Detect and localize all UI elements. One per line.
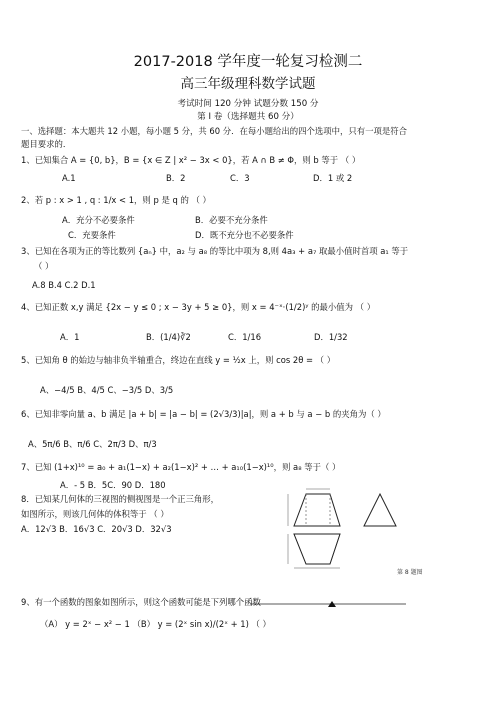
question-3-stem: 3、已知在各项为正的等比数列 {aₙ} 中，a₂ 与 a₈ 的等比中项为 8,则 4a₃ + a₇ 取最小值时首项 a₁ 等于 (21, 246, 409, 256)
question-7-stem: 7、已知 (1+x)¹⁰ = a₀ + a₁(1−x) + a₂(1−x)² + … + a₁₀(1−x)¹⁰，则 a₈ 等于（ ） (21, 462, 341, 472)
side-view-triangle (364, 494, 396, 526)
top-view-edge (294, 534, 306, 564)
question-8-stem-line-1: 8．已知某几何体的三视图的侧视图是一个正三角形， (21, 494, 219, 504)
question-8-stem-line-2: 如图所示，则该几何体的体积等于 （ ） (21, 509, 169, 519)
instructions-line-1: 一、选择题：本大题共 12 小题，每小题 5 分，共 60 分．在每小题给出的四个选项中，只有一项是符合 (21, 126, 407, 136)
question-2-stem: 2、若 p : x > 1 , q : 1/x < 1，则 p 是 q 的 （ ） (21, 195, 211, 205)
question-5-stem: 5、已知角 θ 的始边与轴非负半轴重合，终边在直线 y = ½x 上，则 cos 2θ = （ ） (21, 355, 336, 365)
top-view-edge (330, 534, 340, 564)
q2-option-b: B．必要不充分条件 (195, 215, 268, 225)
exam-title: 2017-2018 学年度一轮复习检测二 (133, 54, 363, 70)
front-view-trapezoid (294, 494, 340, 526)
q6-options: A、5π/6 B、π/6 C、2π/3 D、π/3 (28, 439, 157, 449)
q1-option-d: D．1 或 2 (313, 173, 353, 183)
q3-paren: （ ） (34, 261, 54, 271)
q2-option-c: C．充要条件 (68, 230, 116, 240)
q3-options: A.8 B.4 C.2 D.1 (32, 280, 96, 290)
q4-option-a: A．1 (60, 332, 80, 342)
q1-option-b: B．2 (166, 173, 186, 183)
q4-option-d: D．1/32 (314, 332, 348, 342)
q8-figure-caption: 第 8 题图 (397, 569, 423, 576)
q8-options: A．12√3 B．16√3 C．20√3 D．32√3 (21, 524, 172, 534)
q2-option-d: D．既不充分也不必要条件 (195, 230, 294, 240)
question-9-stem: 9、有一个函数的图象如图所示，则这个函数可能是下列哪个函数 (21, 597, 261, 607)
q1-option-c: C．3 (230, 173, 250, 183)
exam-info: 考试时间 120 分钟 试题分数 150 分 (177, 99, 319, 109)
q8-three-view-figure (284, 478, 424, 574)
instructions-line-2: 题目要求的． (21, 139, 72, 149)
q9-options: （A） y = 2ˣ − x² − 1 （B） y = (2ˣ sin x)/(2ˣ + 1) （ ） (40, 619, 271, 629)
exam-subtitle: 高三年级理科数学试题 (180, 76, 316, 92)
q7-options: A．- 5 B．5C．90 D．180 (60, 480, 166, 490)
q9-axis-line (250, 600, 406, 608)
section-heading: 第 Ⅰ 卷（选择题共 60 分） (197, 112, 299, 122)
q4-option-c: C．1/16 (228, 332, 262, 342)
question-1-stem: 1、已知集合 A = {0, b}，B = {x ∈ Z | x² − 3x < 0}，若 A ∩ B ≠ Φ，则 b 等于 （ ） (21, 155, 361, 165)
question-6-stem: 6、已知非零向量 a、b 满足 |a + b| = |a − b| = (2√3/3)|a|，则 a + b 与 a − b 的夹角为（ ） (21, 409, 386, 419)
q2-option-a: A．充分不必要条件 (62, 215, 135, 225)
question-4-stem: 4、已知正数 x,y 满足 {2x − y ≤ 0 ; x − 3y + 5 ≥ 0}，则 x = 4⁻ˣ·(1/2)ʸ 的最小值为 （ ） (21, 302, 376, 312)
q1-option-a: A.1 (62, 173, 76, 183)
top-view-trapezoid (294, 534, 340, 564)
q4-option-b: B．(1/4)∛2 (146, 332, 191, 342)
q5-options: A、−4/5 B、4/5 C、−3/5 D、3/5 (40, 385, 174, 395)
